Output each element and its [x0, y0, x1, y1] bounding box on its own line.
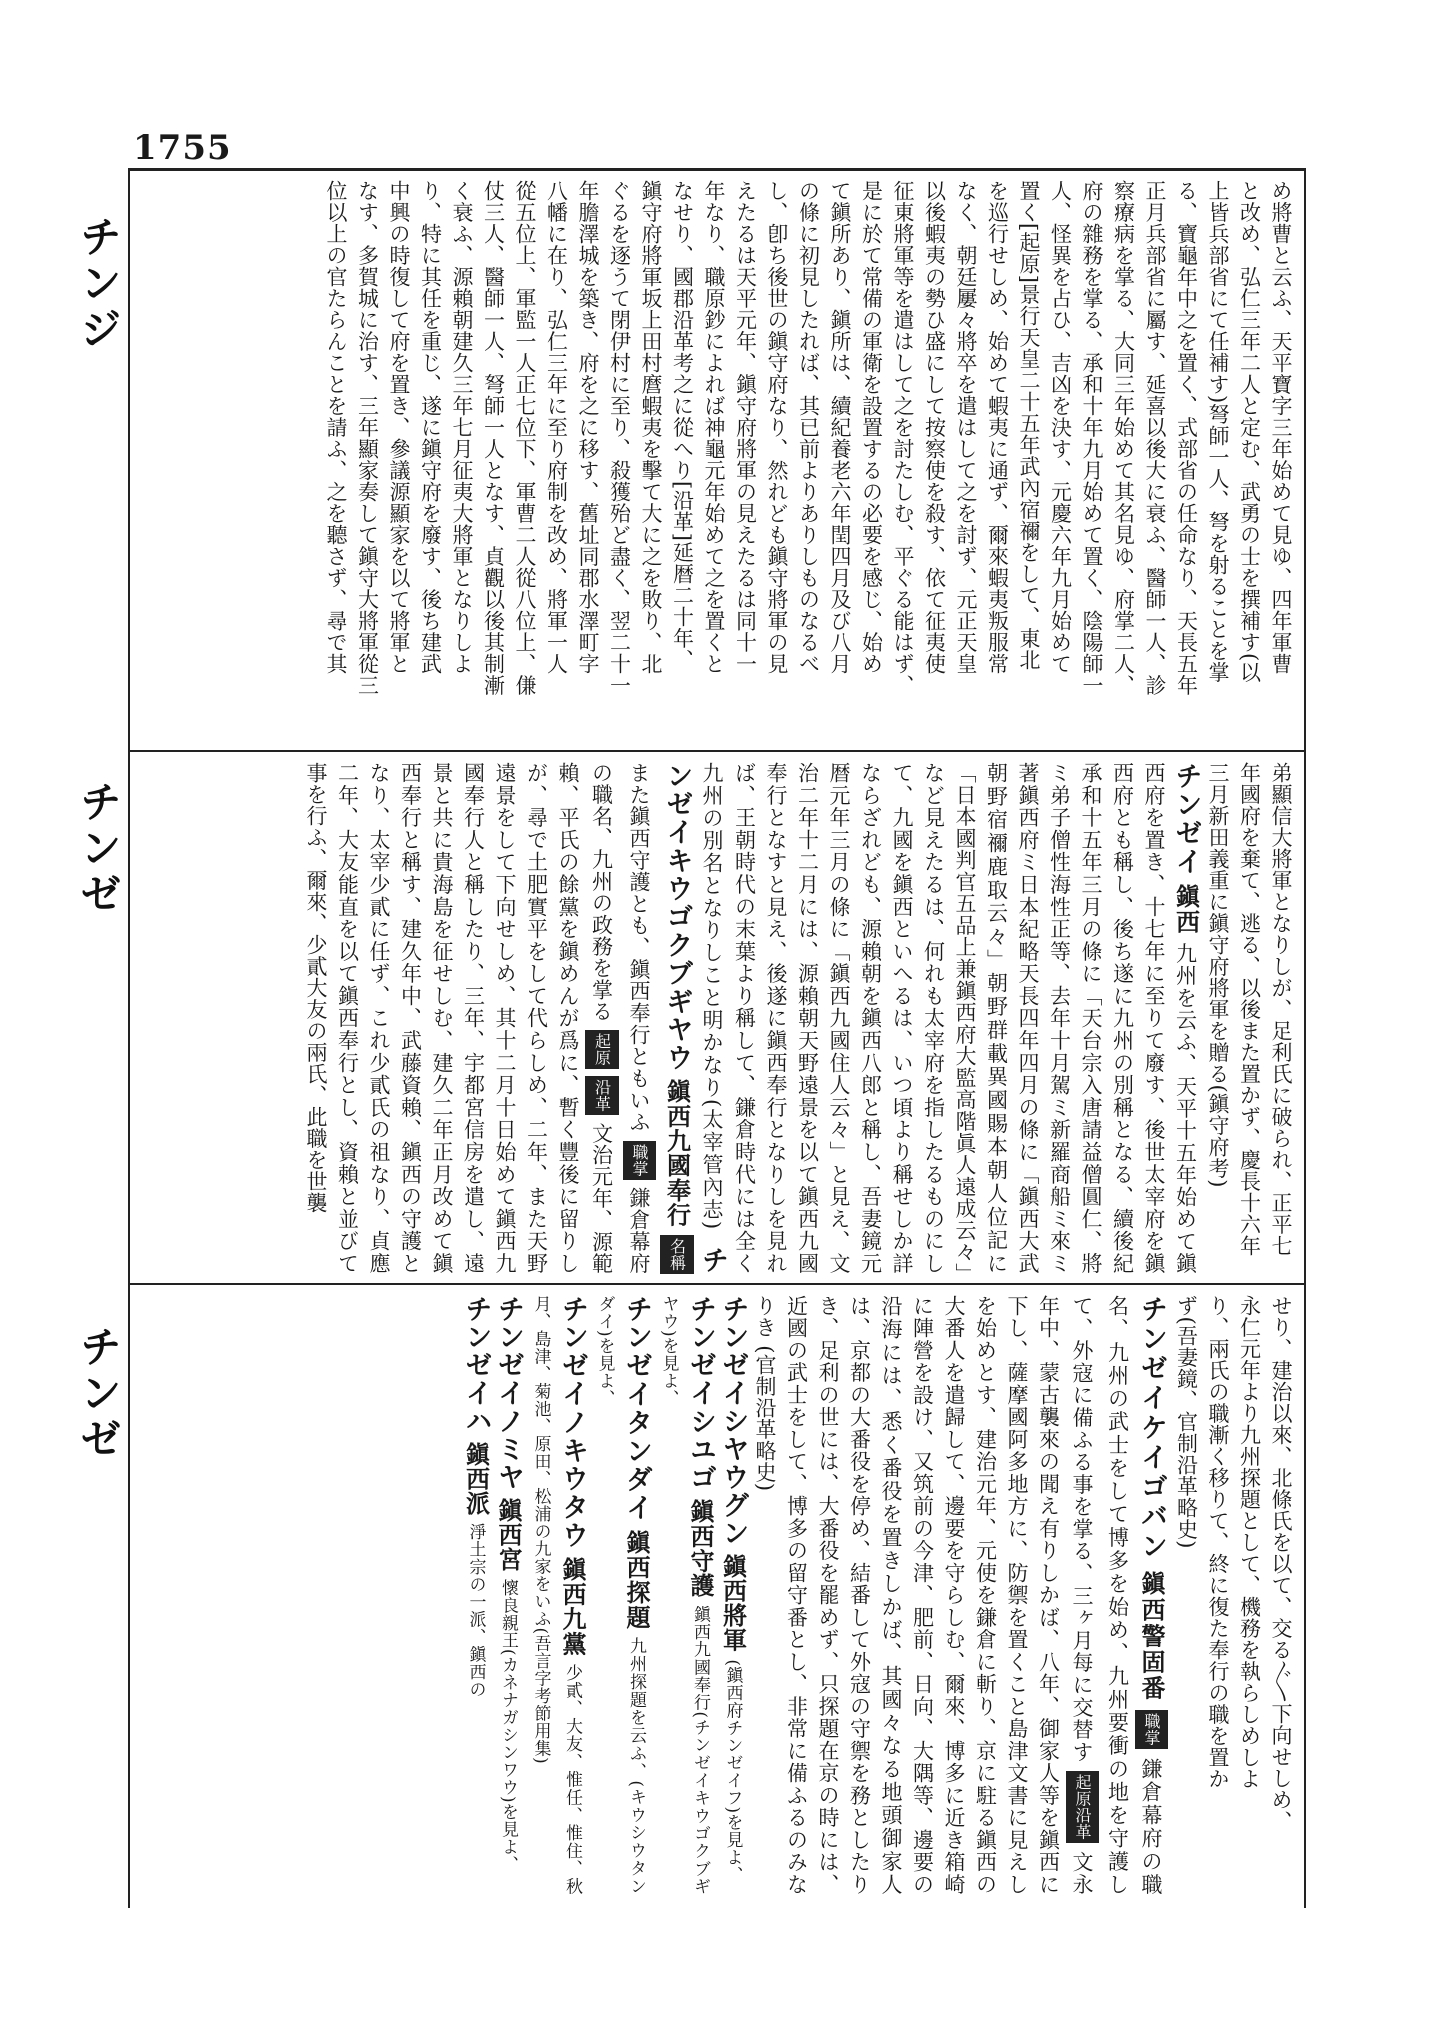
entry-chinzei-kyukoku-bugyo — [304, 762, 728, 1274]
column: なす、多賀城に治す、三年顯家奏して鎭守大將軍從三 — [355, 180, 380, 696]
column: 中興の時復して府を置き、參議源顯家を以て將軍と — [387, 180, 411, 675]
continuation-text: り、兩氏の職漸く移りて、終に復た奉行の職を置か — [1206, 1295, 1230, 1790]
band-2-text — [138, 762, 1296, 1274]
left-rule — [128, 168, 130, 1908]
category-tag: 起原 — [585, 1030, 619, 1069]
entry-kanji: 鎭西 — [1171, 884, 1201, 935]
column: 年なり、職原鈔によれば神龜元年始めて之を置くと — [702, 180, 726, 675]
column: 位以上の官たらんことを請ふ、之を聽さず、尋で其 — [324, 180, 348, 675]
column: て鎭所あり、鎭所は、續紀養老六年閏四月及び八月 — [828, 180, 852, 675]
entry-heading: チンゼイシユゴ — [685, 1295, 716, 1493]
column: 人、怪異を占ひ、吉凶を決す、元慶六年九月始めて — [1048, 180, 1073, 675]
entry-kanji: 鎭西探題 — [622, 1529, 651, 1630]
entry-body: 文治元年、源範賴、平氏の餘黨を鎭めんが爲に、暫く豐後に留りしが、尋で土肥實平をして代らしめ、二年、また天野遠景をして下向せしめ、其十二月十日始めて鎭西九國奉行人と稱したり、三年、宇都宮信房を遣し、遠景と共に貴海島を征せしむ、建久二年正月改めて鎭西奉行と稱す、建久年中、武藤資賴、鎭西の守護となり、太宰少貳に任ず、これ少貳氏の祖なり、貞應二年、大友能直を以て鎭西奉行とし、資賴と並びて事を行ふ、爾來、少貳大友の兩氏、此職を世襲 — [304, 762, 614, 1274]
entry-kanji: 鎭西派 — [461, 1442, 491, 1516]
column: の條に初見したれば、其已前よりありしものなるべ — [796, 180, 821, 675]
column: 鎭守府將軍坂上田村麿蝦夷を擊て大に之を敗り、北 — [639, 180, 663, 675]
entry-chinzei-shogun — [716, 1295, 749, 1895]
entry-kanji: 鎭西將軍 — [718, 1554, 748, 1653]
entry-body: 鎭西九國奉行(チンゼイキウゴクブギヤウ)を見よ、 — [658, 1295, 710, 1895]
column: 察療病を掌る、大同三年始めて其名見ゆ、府掌二人、 — [1111, 180, 1136, 696]
category-tag: 名稱 — [660, 1235, 694, 1274]
column: る、寶龜年中之を置く、式部省の任命なり、天長五年 — [1174, 180, 1199, 696]
side-heading-top: チンジ — [74, 215, 123, 353]
column: 從五位上、軍監一人正七位下、軍曹二人從八位上、傔 — [513, 180, 537, 696]
entry-body: 少貳、大友、惟任、惟住、秋月、島津、菊池、原田、松浦の九家をいふ(吾言字考節用集) — [530, 1295, 582, 1895]
column: 征東將軍等を遣はして之を討たしむ、平ぐる能はず、 — [891, 180, 915, 696]
side-heading-middle: チンゼ — [74, 780, 123, 918]
category-tag: 沿革 — [585, 1076, 619, 1115]
column: なせり、國郡沿革考之に從へり[沿革]延暦二十年、 — [670, 180, 695, 671]
entry-chinzei — [700, 762, 1202, 1274]
column: く衰ふ、源賴朝建久三年七月征夷大將軍となりしよ — [450, 180, 474, 675]
entry-chinzei-ha — [459, 1295, 492, 1895]
entry-body: 淨土宗の一派、鎭西の — [465, 1522, 486, 1698]
entry-body: 九州を云ふ、天平十五年始めて鎭西府を置き、十七年に至りて廢す、後世太宰府を鎭西府とも稱し、後ち遂に九州の別稱となる、續後紀承和十五年三月の條に「天台宗入唐請益僧圓仁、將ミ弟子僧性海性正等、去年十月駕ミ新羅商船ミ來ミ著鎭西府ミ日本紀略天長四年四月の條に「鎭西大武朝野宿禰鹿取云々」朝野群載異國賜本朝人位記に「日本國判官五品上兼鎭西府大監高階眞人遠成云々」など見えたるは、何れも太宰府を指したるものにして、九國を鎭西といへるは、いつ頃より稱せしか詳ならざれども、源賴朝を鎭西八郎と稱し、吾妻鏡元暦元年三月の條に「鎭西九國住人云々」と見え、文治二年十二月には、源賴朝天野遠景を以て鎭西九國奉行となすと見え、後遂に鎭西奉行となりしを見れば、王朝時代の末葉より稱して、鎌倉時代には全く九州の別名となりしこと明かなり(太宰管內志) — [700, 762, 1198, 1274]
column: 正月兵部省に屬す、延喜以後大に衰ふ、醫師一人、診 — [1143, 180, 1167, 696]
category-tag: 職掌 — [1135, 1710, 1169, 1749]
continuation-text: 永仁元年より九州探題として、機務を執らしめしよ — [1237, 1295, 1262, 1790]
column: 八幡に在り、弘仁三年に至り府制を改め、將軍一人 — [544, 180, 569, 675]
entry-heading: チンゼイ — [1170, 762, 1202, 877]
entry-body: 鎌倉幕府の職名、九州の武士をして博多を始め、九州要衝の地を守護して、外寇に備ふる事を掌る、三ヶ月每に交替す — [1070, 1295, 1163, 1895]
entry-chinzei-no-miya — [492, 1295, 525, 1895]
entry-heading: チンゼイノミヤ — [493, 1295, 524, 1491]
column: 府の雜務を掌る、承和十年九月始めて置く、陰陽師一 — [1080, 180, 1104, 696]
entry-source: (官制沿革略史) — [753, 1345, 777, 1492]
column: ぐるを逐うて閉伊村に至り、殺獲殆ど盡く、翌二十一 — [607, 180, 632, 696]
entry-body: 九州探題を云ふ、(キウシウタンダイ)を見よ、 — [594, 1295, 646, 1895]
category-tag: 職掌 — [623, 1141, 657, 1180]
column: 上皆兵部省にて任補す)弩師一人、弩を射ることを掌 — [1206, 180, 1230, 684]
right-rule — [1304, 168, 1306, 1908]
entry-heading: チンゼイタンダイ — [621, 1295, 652, 1523]
continuation-text: ず(吾妻鏡、官制沿革略史) — [1174, 1295, 1199, 1549]
entry-heading: チンゼイケイゴバン — [1136, 1295, 1167, 1562]
page-number: 1755 — [133, 128, 232, 168]
entry-heading: チンゼイキウゴクブギヤウ — [661, 762, 728, 1274]
column: を巡行せしめ、始めて蝦夷に通ず、爾來蝦夷叛服常 — [985, 180, 1010, 675]
column: め將曹と云ふ、天平寶字三年始めて見ゆ、四年軍曹 — [1269, 180, 1293, 675]
column: と改め、弘仁三年二人と定む、武勇の士を撰補す(以 — [1237, 180, 1262, 684]
entry-kanji: 鎭西宮 — [494, 1498, 523, 1572]
column: 仗三人、醫師一人、弩師一人となす、貞觀以後其制漸 — [481, 180, 506, 696]
entry-kanji: 鎭西守護 — [686, 1499, 715, 1599]
band-divider-2 — [128, 1283, 1306, 1285]
entry-body: (鎭西府チンゼイフ)を見よ、 — [722, 1659, 743, 1884]
entry-body: また鎭西守護とも、鎭西奉行ともいふ — [627, 762, 651, 1134]
entry-heading: チンゼイハ — [460, 1295, 492, 1435]
column: 是に於て常備の軍衛を設置するの必要を感じ、始め — [859, 180, 884, 675]
entry-chinzei-keigoban — [753, 1295, 1167, 1895]
entry-chinzei-shugo — [652, 1295, 716, 1895]
entry-heading: チンゼイノキウタウ — [557, 1295, 588, 1550]
band-3-text — [138, 1295, 1296, 1895]
continuation-text: 年國府を棄て、逃る、以後また置かず、慶長十六年 — [1237, 762, 1262, 1257]
band-divider-1 — [128, 750, 1306, 752]
entry-heading: チンゼイシヤウグン — [717, 1295, 749, 1547]
column: 年膽澤城を築き、府を之に移す、舊址同郡水澤町字 — [576, 180, 600, 675]
entry-body: 懷良親王(カネナガシンワウ)を見よ、 — [498, 1578, 518, 1874]
entry-kanji: 鎭西九黨 — [558, 1557, 587, 1657]
entry-kanji: 鎭西九國奉行 — [662, 1079, 692, 1228]
column: 置く[起原]景行天皇二十五年武內宿禰をして、東北 — [1017, 180, 1041, 671]
column: り、特に其任を重じ、遂に鎭守府を廢す、後ち建武 — [418, 180, 443, 675]
entry-body: 鎌倉幕府の職名、九州の政務を掌る — [589, 762, 651, 1274]
band-1-text — [138, 180, 1296, 742]
continuation-text: 三月新田義重に鎭守府將軍を贈る(鎭守府考) — [1206, 762, 1230, 1188]
column: し、卽ち後世の鎭守府なり、然れども鎭守將軍の見 — [765, 180, 789, 675]
entry-chinzei-no-kyuto — [524, 1295, 588, 1895]
top-rule — [128, 168, 1306, 171]
category-tag: 起原沿革 — [1066, 1771, 1100, 1843]
continuation-text: 弟顯信大將軍となりしが、足利氏に破られ、正平七 — [1269, 762, 1293, 1257]
column: えたるは天平元年、鎭守府將軍の見えたるは同十一 — [733, 180, 758, 675]
entry-body: 文永年中、蒙古襲來の聞え有りしかば、八年、御家人等を鎭西に下し、薩摩國阿多地方に、防禦を置くこと島津文書に見えしを始めとす、建治元年、元使を鎌倉に斬り、京に駐る鎭西の大番人を遣歸して、邊要を守らしむ、爾來、博多に近き箱崎に陣營を設け、又筑前の今津、肥前、日向、大隅等、邊要の沿海には、悉く番役を置きしかば、其國々なる地頭御家人は、京都の大番役を停め、結番して外寇の守禦を務としたりき、足利の世には、大番役を罷めず、只探題在京の時には、近國の武士をして、博多の留守番とし、非常に備ふるのみなりき — [753, 1295, 1094, 1895]
entry-chinzei-tandai — [588, 1295, 652, 1895]
entry-kanji: 鎭西警固番 — [1137, 1570, 1166, 1702]
column: 以後蝦夷の勢ひ盛にして按察使を殺す、依て征夷使 — [922, 180, 947, 675]
continuation-text: せり、建治以來、北條氏を以て、交る〴〵下向せしめ、 — [1269, 1295, 1293, 1832]
side-heading-bottom: チンゼ — [74, 1325, 123, 1463]
column: なく、朝廷屢々將卒を遣はして之を討ず、元正天皇 — [954, 180, 978, 675]
